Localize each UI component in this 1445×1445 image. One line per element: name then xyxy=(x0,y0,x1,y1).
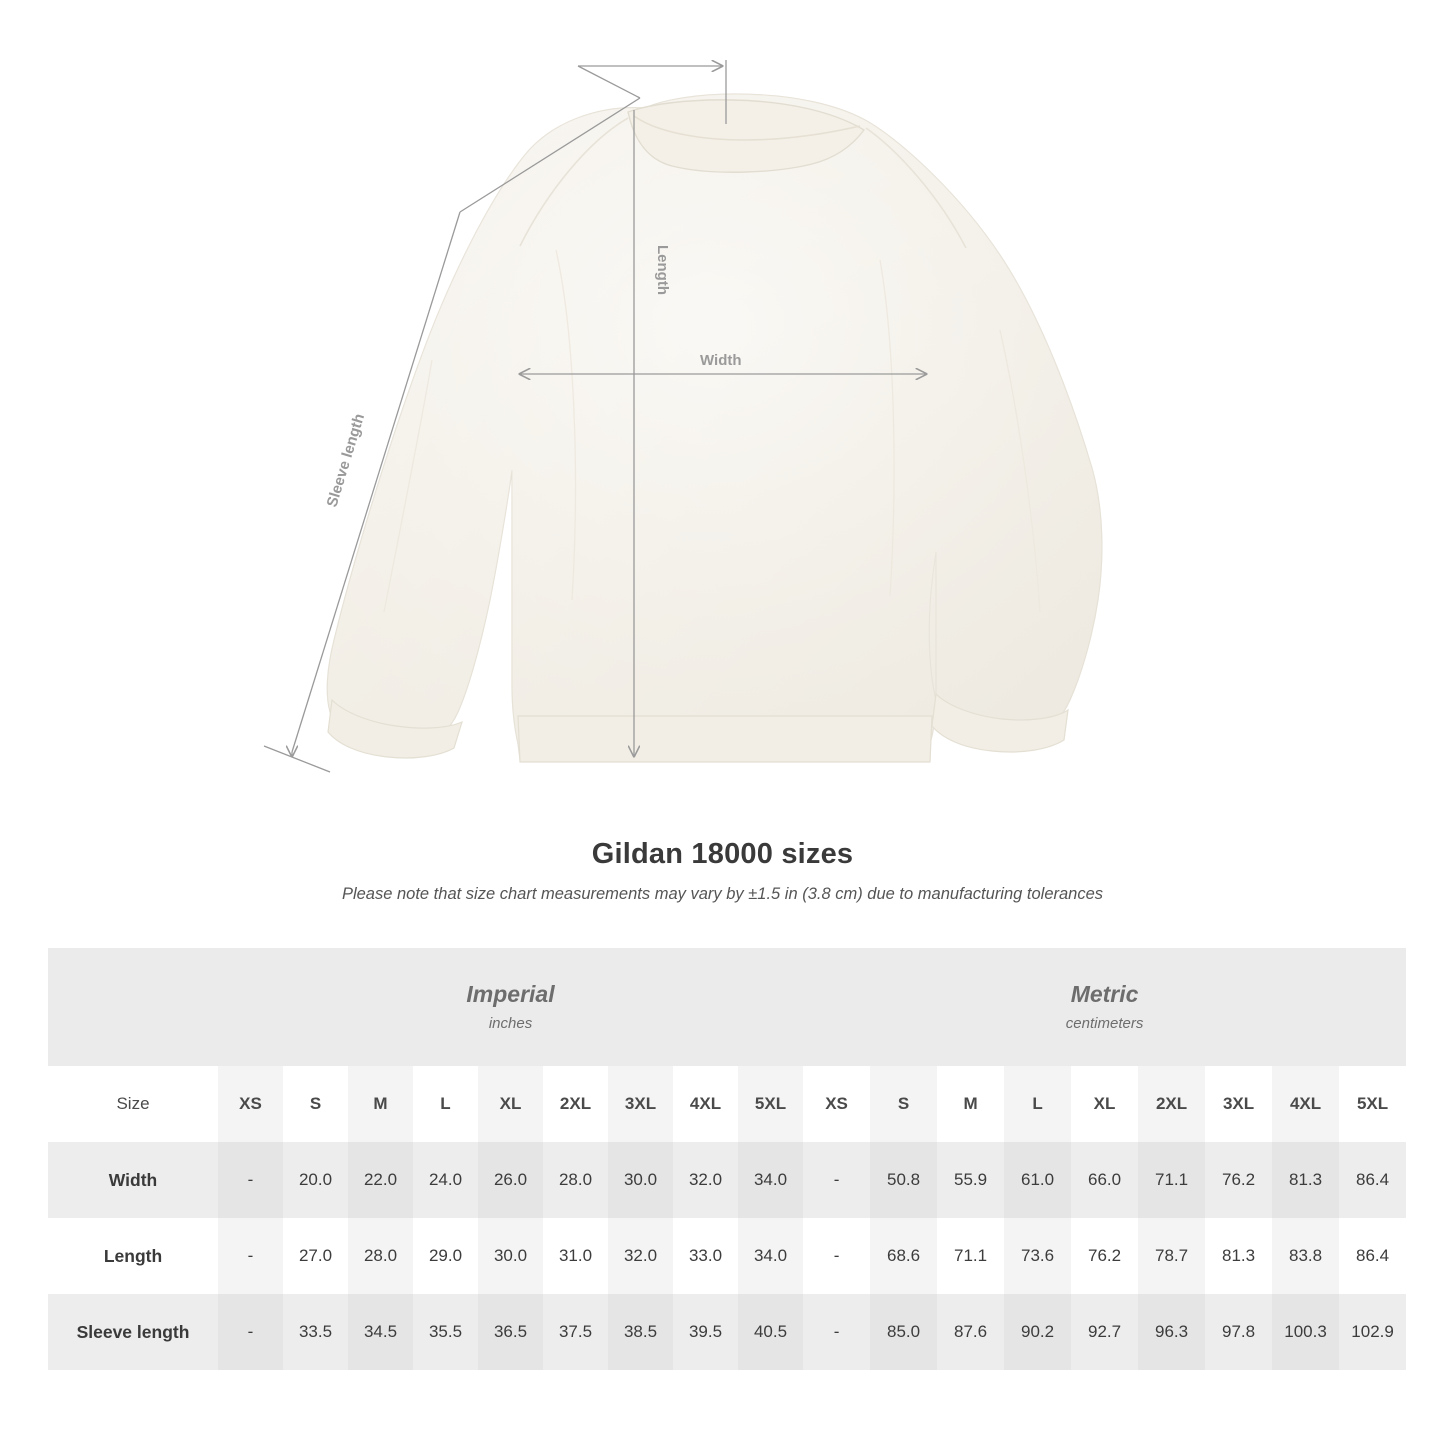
table-header-row xyxy=(48,1066,1406,1142)
cell-width-metric-5xl: 86.4 xyxy=(1339,1142,1406,1218)
header-metric-l: L xyxy=(1004,1066,1071,1142)
row-label-width: Width xyxy=(48,1142,218,1218)
header-metric-m: M xyxy=(937,1066,1004,1142)
unit-group-metric xyxy=(803,948,1406,1066)
cell-length-imperial-5xl: 34.0 xyxy=(738,1218,803,1294)
sleeve-end-tick xyxy=(264,746,330,772)
cell-width-imperial-2xl: 28.0 xyxy=(543,1142,608,1218)
header-imperial-l: L xyxy=(413,1066,478,1142)
header-metric-4xl: 4XL xyxy=(1272,1066,1339,1142)
cell-sleeve-imperial-xs: - xyxy=(218,1294,283,1370)
header-metric-xl: XL xyxy=(1071,1066,1138,1142)
header-imperial-xs: XS xyxy=(218,1066,283,1142)
tolerance-note: Please note that size chart measurements may vary by ±1.5 in (3.8 cm) due to manufacturing tolerances xyxy=(341,885,1104,903)
cell-length-metric-3xl: 81.3 xyxy=(1205,1218,1272,1294)
cell-width-metric-2xl: 71.1 xyxy=(1138,1142,1205,1218)
cell-width-imperial-s: 20.0 xyxy=(283,1142,348,1218)
cell-length-imperial-xs: - xyxy=(218,1218,283,1294)
cell-sleeve-imperial-m: 34.5 xyxy=(348,1294,413,1370)
label-sleeve-length: Sleeve length xyxy=(323,411,369,510)
cell-sleeve-imperial-s: 33.5 xyxy=(283,1294,348,1370)
header-imperial-m: M xyxy=(348,1066,413,1142)
unit-group-imperial-sub: inches xyxy=(488,1014,533,1032)
cell-sleeve-metric-5xl: 102.9 xyxy=(1339,1294,1406,1370)
size-chart-table xyxy=(48,948,1406,1370)
cell-width-imperial-l: 24.0 xyxy=(413,1142,478,1218)
unit-group-imperial-name: Imperial xyxy=(466,981,555,1008)
table-row-sleeve-length xyxy=(48,1294,1406,1370)
cell-length-imperial-3xl: 32.0 xyxy=(608,1218,673,1294)
cell-sleeve-imperial-5xl: 40.5 xyxy=(738,1294,803,1370)
cell-sleeve-imperial-2xl: 37.5 xyxy=(543,1294,608,1370)
cell-length-imperial-s: 27.0 xyxy=(283,1218,348,1294)
header-metric-3xl: 3XL xyxy=(1205,1066,1272,1142)
unit-group-row xyxy=(48,948,1406,1066)
header-metric-xs: XS xyxy=(803,1066,870,1142)
cell-length-imperial-xl: 30.0 xyxy=(478,1218,543,1294)
cell-length-imperial-4xl: 33.0 xyxy=(673,1218,738,1294)
size-chart-table-wrapper xyxy=(48,948,1397,1370)
cell-sleeve-imperial-xl: 36.5 xyxy=(478,1294,543,1370)
cell-width-imperial-4xl: 32.0 xyxy=(673,1142,738,1218)
header-metric-s: S xyxy=(870,1066,937,1142)
cell-sleeve-imperial-4xl: 39.5 xyxy=(673,1294,738,1370)
cell-width-metric-3xl: 76.2 xyxy=(1205,1142,1272,1218)
unit-group-metric-name: Metric xyxy=(1070,981,1139,1008)
cell-length-imperial-m: 28.0 xyxy=(348,1218,413,1294)
cell-length-metric-2xl: 78.7 xyxy=(1138,1218,1205,1294)
cell-width-imperial-3xl: 30.0 xyxy=(608,1142,673,1218)
cell-length-metric-s: 68.6 xyxy=(870,1218,937,1294)
header-size-label: Size xyxy=(48,1066,218,1142)
unit-group-metric-sub: centimeters xyxy=(1065,1014,1144,1032)
cell-width-metric-4xl: 81.3 xyxy=(1272,1142,1339,1218)
label-width: Width xyxy=(700,352,742,369)
cell-sleeve-metric-xs: - xyxy=(803,1294,870,1370)
cell-length-metric-xl: 76.2 xyxy=(1071,1218,1138,1294)
cell-width-imperial-xs: - xyxy=(218,1142,283,1218)
cell-length-imperial-l: 29.0 xyxy=(413,1218,478,1294)
header-imperial-2xl: 2XL xyxy=(543,1066,608,1142)
header-metric-5xl: 5XL xyxy=(1339,1066,1406,1142)
cell-sleeve-metric-3xl: 97.8 xyxy=(1205,1294,1272,1370)
cell-sleeve-metric-s: 85.0 xyxy=(870,1294,937,1370)
cell-sleeve-metric-m: 87.6 xyxy=(937,1294,1004,1370)
unit-spacer-cell xyxy=(48,948,218,1066)
header-metric-2xl: 2XL xyxy=(1138,1066,1205,1142)
row-label-sleeve-length: Sleeve length xyxy=(48,1294,218,1370)
cell-width-metric-m: 55.9 xyxy=(937,1142,1004,1218)
cell-width-imperial-m: 22.0 xyxy=(348,1142,413,1218)
cell-width-metric-s: 50.8 xyxy=(870,1142,937,1218)
cell-sleeve-metric-4xl: 100.3 xyxy=(1272,1294,1339,1370)
cell-length-metric-5xl: 86.4 xyxy=(1339,1218,1406,1294)
chart-header xyxy=(0,838,1445,904)
cell-sleeve-metric-xl: 92.7 xyxy=(1071,1294,1138,1370)
cell-length-metric-l: 73.6 xyxy=(1004,1218,1071,1294)
cell-width-metric-xl: 66.0 xyxy=(1071,1142,1138,1218)
row-label-length: Length xyxy=(48,1218,218,1294)
cell-width-metric-xs: - xyxy=(803,1142,870,1218)
table-row-length xyxy=(48,1218,1406,1294)
cell-sleeve-metric-2xl: 96.3 xyxy=(1138,1294,1205,1370)
header-imperial-3xl: 3XL xyxy=(608,1066,673,1142)
sweatshirt-graphic xyxy=(327,94,1102,762)
cell-width-imperial-xl: 26.0 xyxy=(478,1142,543,1218)
page-title: Gildan 18000 sizes xyxy=(591,838,854,870)
cell-sleeve-imperial-3xl: 38.5 xyxy=(608,1294,673,1370)
cell-width-imperial-5xl: 34.0 xyxy=(738,1142,803,1218)
header-imperial-xl: XL xyxy=(478,1066,543,1142)
header-imperial-4xl: 4XL xyxy=(673,1066,738,1142)
cell-length-metric-m: 71.1 xyxy=(937,1218,1004,1294)
cell-length-imperial-2xl: 31.0 xyxy=(543,1218,608,1294)
label-length: Length xyxy=(654,245,671,295)
cell-length-metric-4xl: 83.8 xyxy=(1272,1218,1339,1294)
cell-width-metric-l: 61.0 xyxy=(1004,1142,1071,1218)
cell-sleeve-metric-l: 90.2 xyxy=(1004,1294,1071,1370)
cell-sleeve-imperial-l: 35.5 xyxy=(413,1294,478,1370)
cell-length-metric-xs: - xyxy=(803,1218,870,1294)
header-imperial-s: S xyxy=(283,1066,348,1142)
header-imperial-5xl: 5XL xyxy=(738,1066,803,1142)
unit-group-imperial xyxy=(218,948,803,1066)
shoulder-leader-diagonal xyxy=(578,66,640,98)
table-row-width xyxy=(48,1142,1406,1218)
